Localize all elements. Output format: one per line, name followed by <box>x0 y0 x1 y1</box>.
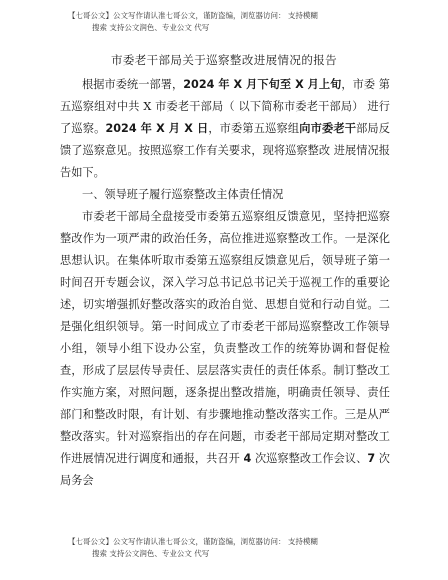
watermark-line1: 【七哥公文】公文写作请认准七哥公文，谨防盗编，浏览器访问： 支持模糊 <box>68 11 318 20</box>
section-text-c: 次局务会 <box>60 452 390 487</box>
meeting-count-a: 4 <box>243 452 252 465</box>
watermark-bottom-line2: 搜索 支持公文润色、专业公文 代写 <box>92 549 210 558</box>
intro-date-range: 2024 年 X 月下旬至 X 月上旬 <box>183 78 342 91</box>
meeting-count-b: 7 <box>367 452 376 465</box>
intro-text-a: 根据市委统一部署， <box>82 78 184 91</box>
intro-text-e: ，市委第五巡察组 <box>208 122 300 135</box>
section-text-b: 次巡察整改工作会议、 <box>251 452 368 465</box>
section-text-a: 市委老干部局全盘接受市委第五巡察组反馈意见，坚持把巡察整改作为一项严肃的政治任务，高位推进巡察整改工作。一是深化思想认识。在集体听取市委第五巡察组反馈意见后，领导班子第一时间召开专题会议，深入学习总书记总书记关于巡视工作的重要论述，切实增强抓好整改落实的政治自觉、思想自觉和行动自觉。二是强化组织领导。第一时间成立了市委老干部局巡察整改工作领导小组，领导小组下设办公室，负责整改工作的统筹协调和督促检查，形成了层层传导责任、层层落实责任的责任体系。制订整改工作实施方案，对照问题，逐条提出整改措施，明确责任领导、责任部门和整改时限，有计划、有步骤地推动整改落实工作。三是从严整改落实。针对巡察指出的存在问题，市委老干部局定期对整改工作进展情况进行调度和通报，共召开 <box>60 210 390 465</box>
section-body <box>60 206 390 492</box>
intro-text-c: ，市委 第五巡察组对中共 X 市委老干部局（ 以下简称市委老干部局） 进行了巡察。 <box>60 78 390 135</box>
section-heading: 一、领导班子履行巡察整改主体责任情况 <box>82 188 284 201</box>
watermark-bottom-line1: 【七哥公文】公文写作请认准七哥公文，谨防盗编，浏览器访问： 支持模糊 <box>68 537 318 546</box>
intro-text-g: 部局反馈了巡察意见。按照巡察工作有关要求，现将巡察整改 进展情况报告如下。 <box>60 122 390 179</box>
document-title: 市委老干部局关于巡察整改进展情况的报告 <box>110 53 338 67</box>
intro-date: 2024 年 X 月 X 日 <box>105 122 209 135</box>
intro-paragraph <box>60 74 390 184</box>
document-body <box>60 74 390 492</box>
watermark-bottom <box>0 536 448 560</box>
watermark-line2: 搜索 支持公文润色、专业公文 代写 <box>92 23 210 32</box>
watermark-top <box>0 10 448 34</box>
intro-text-f: 向市委老干 <box>299 122 357 135</box>
